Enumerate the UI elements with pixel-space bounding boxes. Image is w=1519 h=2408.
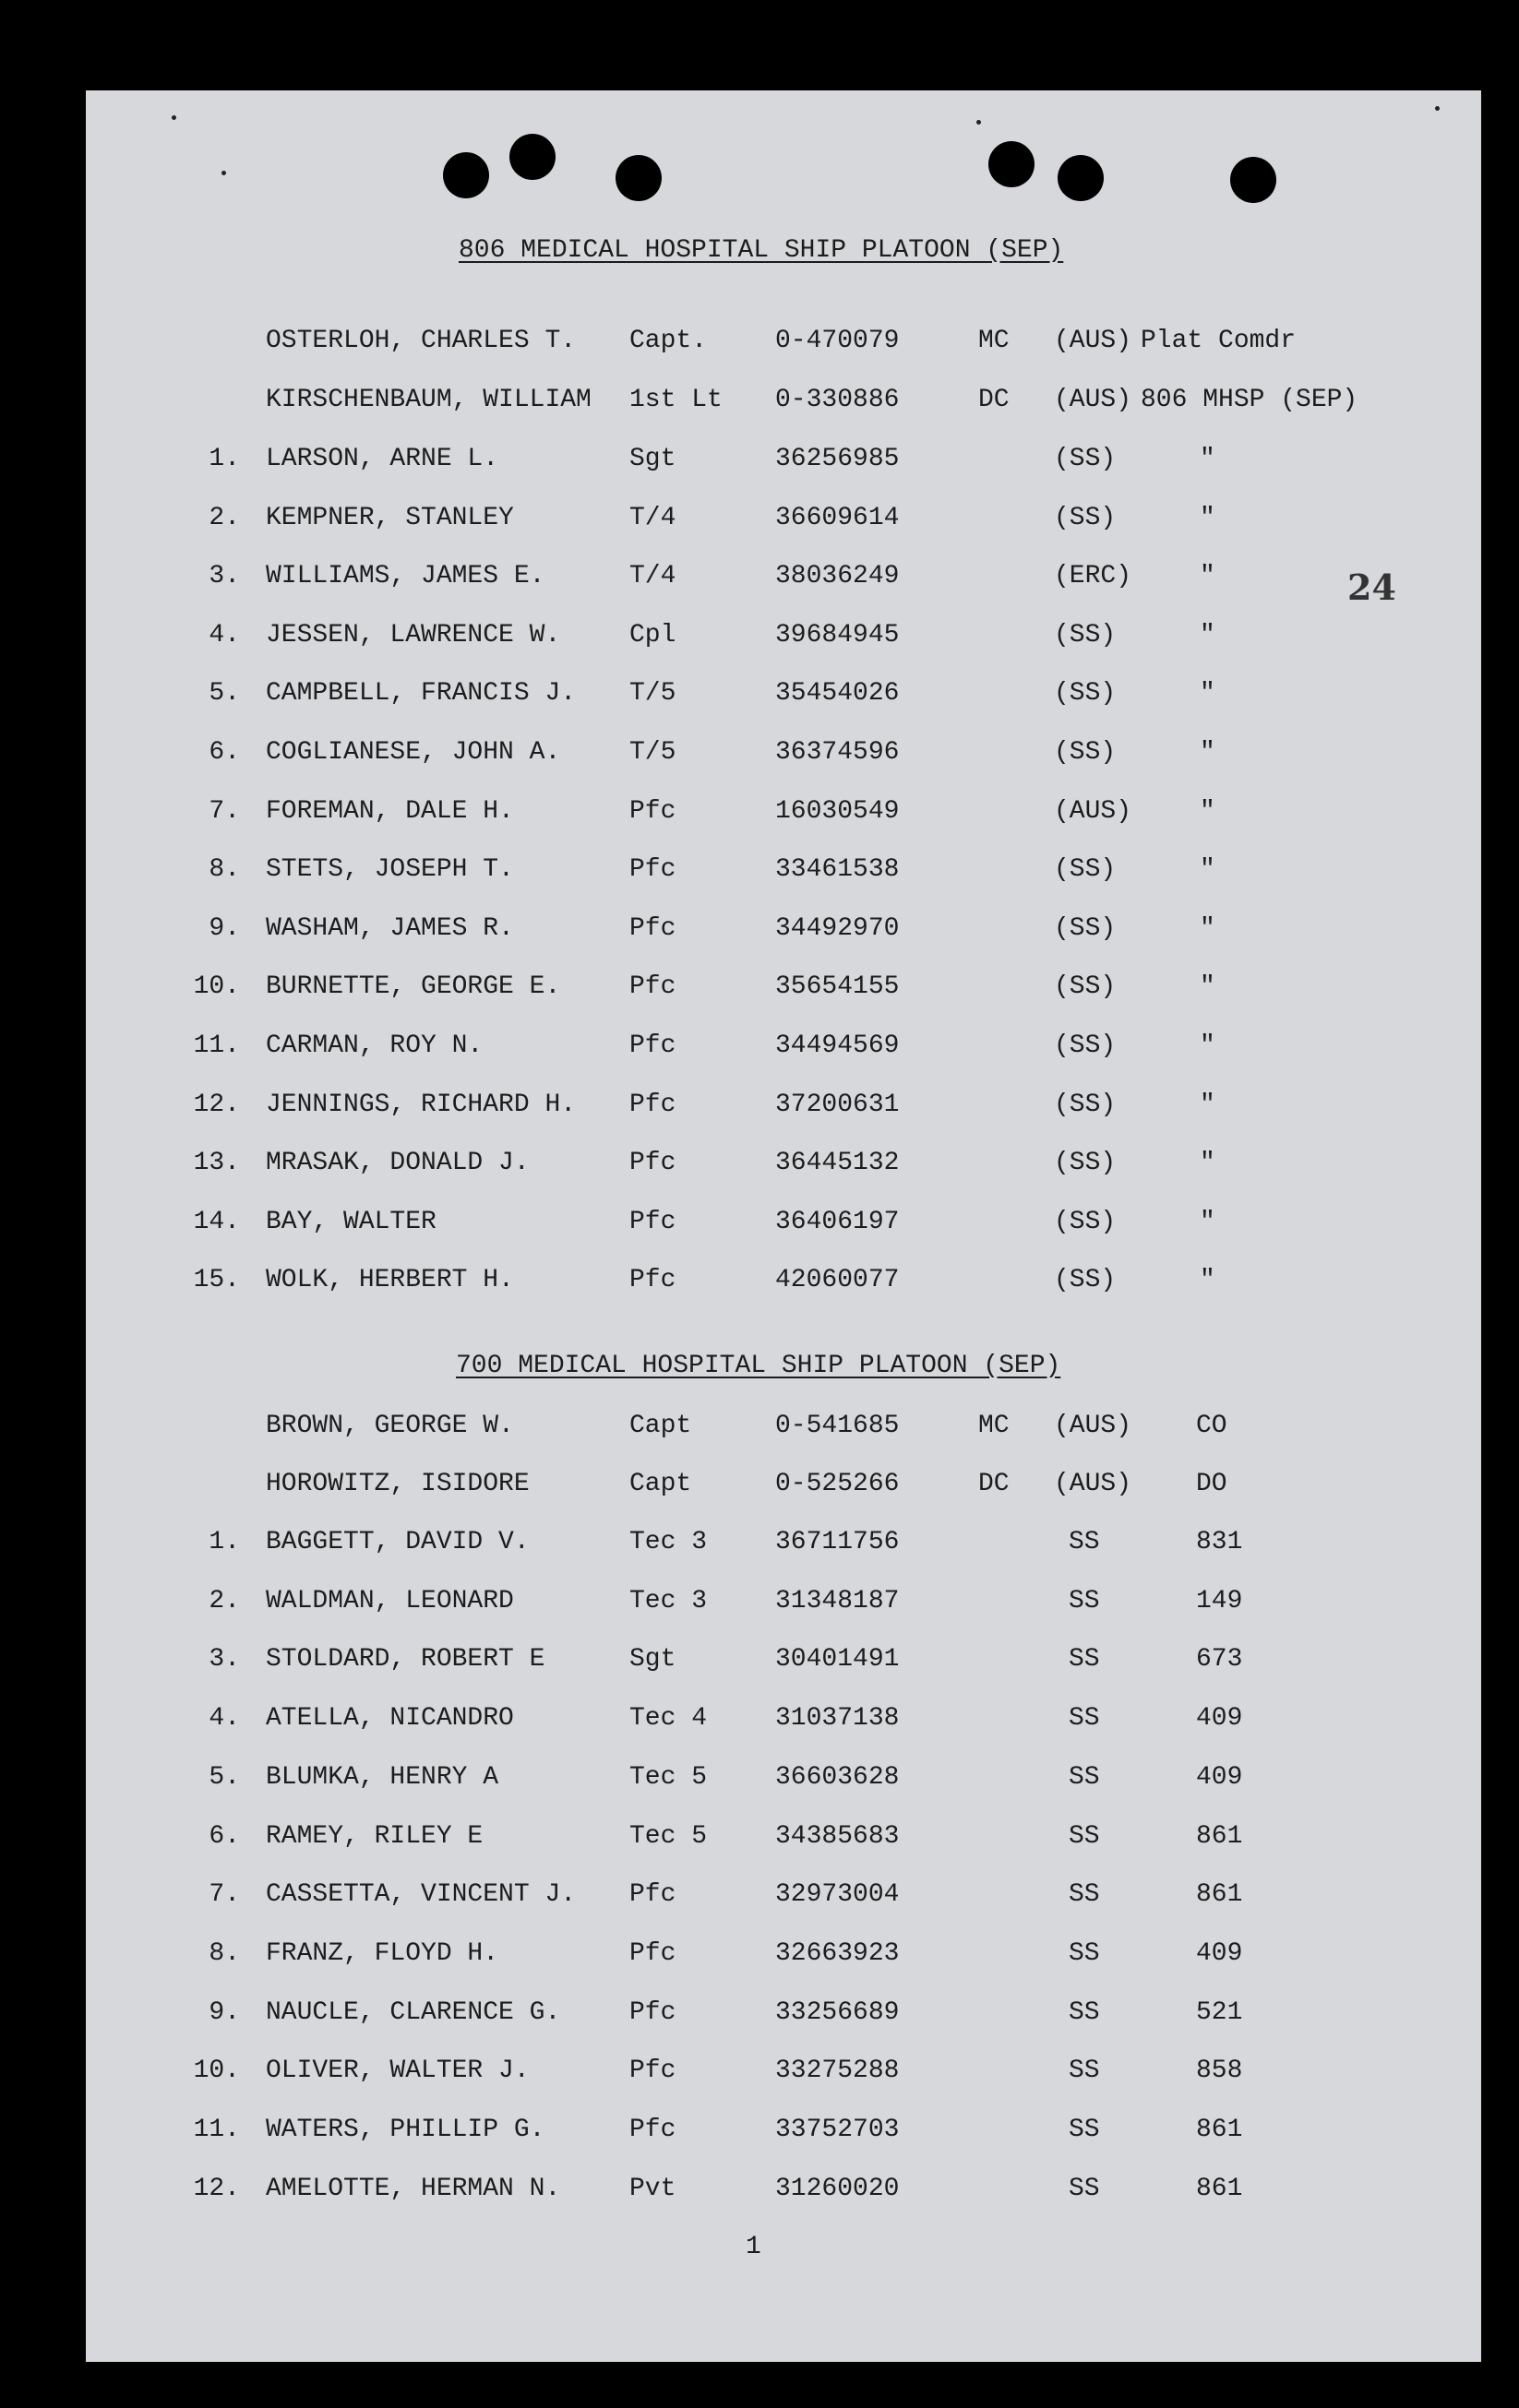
member-name: NAUCLE, CLARENCE G. bbox=[266, 1997, 561, 2027]
row-number: 8. bbox=[209, 1938, 240, 1968]
component: SS bbox=[1069, 1821, 1100, 1851]
row-number: 11. bbox=[193, 2116, 240, 2144]
component: (AUS) bbox=[1054, 327, 1132, 355]
roster-row bbox=[0, 972, 1519, 1009]
member-rank: Pfc bbox=[629, 1938, 676, 1968]
serial-number: 35654155 bbox=[775, 972, 900, 1002]
member-rank: Tec 3 bbox=[629, 1586, 708, 1615]
roster-row bbox=[0, 1470, 1519, 1507]
component: (SS) bbox=[1054, 913, 1117, 943]
ditto-mark: " bbox=[1200, 445, 1215, 473]
roster-row bbox=[0, 1266, 1519, 1303]
row-number: 13. bbox=[193, 1149, 240, 1178]
roster-row bbox=[0, 2116, 1519, 2152]
serial-number: 39684945 bbox=[775, 620, 900, 650]
member-rank: Sgt bbox=[629, 445, 676, 473]
serial-number: 31348187 bbox=[775, 1586, 900, 1615]
margin-number: 24 bbox=[1347, 566, 1396, 608]
roster-row bbox=[0, 1763, 1519, 1800]
ditto-mark: " bbox=[1200, 503, 1215, 532]
spec-code: 861 bbox=[1196, 1821, 1243, 1851]
roster-row bbox=[0, 562, 1519, 599]
row-number: 11. bbox=[193, 1031, 240, 1060]
row-number: 8. bbox=[209, 855, 240, 885]
serial-number: 32663923 bbox=[775, 1938, 900, 1968]
member-rank: T/4 bbox=[629, 562, 676, 591]
serial-number: 33275288 bbox=[775, 2056, 900, 2086]
component: (SS) bbox=[1054, 1266, 1117, 1295]
serial-number: 32973004 bbox=[775, 1880, 900, 1910]
spec-code: 861 bbox=[1196, 2116, 1243, 2144]
serial-number: 0-541685 bbox=[775, 1412, 900, 1440]
punch-hole bbox=[1058, 155, 1104, 201]
member-rank: Pfc bbox=[629, 1149, 676, 1178]
member-name: WOLK, HERBERT H. bbox=[266, 1266, 514, 1295]
serial-number: 36445132 bbox=[775, 1149, 900, 1178]
component: SS bbox=[1069, 1762, 1100, 1792]
punch-hole bbox=[509, 134, 556, 180]
row-number: 4. bbox=[209, 1704, 240, 1734]
component: SS bbox=[1069, 1645, 1100, 1675]
row-number: 5. bbox=[209, 1762, 240, 1792]
assignment-remark: 806 MHSP (SEP) bbox=[1141, 386, 1358, 414]
member-name: CAMPBELL, FRANCIS J. bbox=[266, 679, 577, 709]
assignment-remark: Plat Comdr bbox=[1141, 327, 1297, 355]
roster-row bbox=[0, 738, 1519, 775]
component: (SS) bbox=[1054, 1031, 1117, 1060]
serial-number: 37200631 bbox=[775, 1090, 900, 1119]
roster-row bbox=[0, 386, 1519, 423]
roster-row bbox=[0, 1091, 1519, 1127]
component: (SS) bbox=[1054, 445, 1117, 473]
row-number: 12. bbox=[193, 2174, 240, 2203]
member-rank: Pfc bbox=[629, 2056, 676, 2086]
member-rank: T/4 bbox=[629, 503, 676, 532]
component: SS bbox=[1069, 2056, 1100, 2086]
member-rank: Pfc bbox=[629, 1207, 676, 1236]
ditto-mark: " bbox=[1200, 1090, 1215, 1119]
member-name: FOREMAN, DALE H. bbox=[266, 796, 514, 826]
member-name: MRASAK, DONALD J. bbox=[266, 1149, 530, 1178]
member-name: KIRSCHENBAUM, WILLIAM bbox=[266, 386, 592, 414]
row-number: 10. bbox=[193, 2056, 240, 2086]
member-rank: Tec 5 bbox=[629, 1821, 708, 1851]
member-name: ATELLA, NICANDRO bbox=[266, 1704, 514, 1734]
spec-code: 409 bbox=[1196, 1704, 1243, 1734]
ditto-mark: " bbox=[1200, 855, 1215, 885]
punch-hole bbox=[1230, 157, 1276, 203]
serial-number: 0-470079 bbox=[775, 327, 900, 355]
ditto-mark: " bbox=[1200, 913, 1215, 943]
member-rank: Sgt bbox=[629, 1645, 676, 1675]
roster-row bbox=[0, 1939, 1519, 1976]
serial-number: 33461538 bbox=[775, 855, 900, 885]
member-name: BAGGETT, DAVID V. bbox=[266, 1528, 530, 1556]
roster-row bbox=[0, 914, 1519, 951]
ditto-mark: " bbox=[1200, 620, 1215, 650]
serial-number: 36374596 bbox=[775, 738, 900, 767]
row-number: 7. bbox=[209, 796, 240, 826]
serial-number: 36406197 bbox=[775, 1207, 900, 1236]
row-number: 3. bbox=[209, 562, 240, 591]
paper-speck bbox=[221, 171, 226, 175]
row-number: 9. bbox=[209, 913, 240, 943]
row-number: 1. bbox=[209, 445, 240, 473]
row-number: 6. bbox=[209, 1821, 240, 1851]
member-name: BROWN, GEORGE W. bbox=[266, 1412, 514, 1440]
member-rank: Capt bbox=[629, 1470, 692, 1498]
row-number: 2. bbox=[209, 503, 240, 532]
row-number: 4. bbox=[209, 620, 240, 650]
corps: MC bbox=[978, 327, 1010, 355]
roster-row bbox=[0, 327, 1519, 364]
spec-code: 831 bbox=[1196, 1528, 1243, 1556]
member-rank: Tec 5 bbox=[629, 1762, 708, 1792]
serial-number: 34385683 bbox=[775, 1821, 900, 1851]
roster-row bbox=[0, 621, 1519, 658]
member-rank: Tec 4 bbox=[629, 1704, 708, 1734]
member-rank: Capt. bbox=[629, 327, 708, 355]
component: SS bbox=[1069, 1586, 1100, 1615]
row-number: 6. bbox=[209, 738, 240, 767]
member-name: LARSON, ARNE L. bbox=[266, 445, 499, 473]
section-title-806: 806 MEDICAL HOSPITAL SHIP PLATOON (SEP) bbox=[459, 236, 1064, 265]
row-number: 1. bbox=[209, 1528, 240, 1556]
component: (AUS) bbox=[1054, 1470, 1132, 1498]
member-rank: Pfc bbox=[629, 1031, 676, 1060]
serial-number: 30401491 bbox=[775, 1645, 900, 1675]
ditto-mark: " bbox=[1200, 1031, 1215, 1060]
member-rank: T/5 bbox=[629, 679, 676, 709]
page-number: 1 bbox=[746, 2233, 761, 2261]
component: (ERC) bbox=[1054, 562, 1132, 591]
roster-row bbox=[0, 1412, 1519, 1448]
roster-row bbox=[0, 445, 1519, 482]
member-rank: Pfc bbox=[629, 2116, 676, 2144]
paper-speck bbox=[976, 120, 981, 125]
component: SS bbox=[1069, 2174, 1100, 2203]
row-number: 10. bbox=[193, 972, 240, 1002]
serial-number: 33256689 bbox=[775, 1997, 900, 2027]
component: (SS) bbox=[1054, 855, 1117, 885]
member-rank: T/5 bbox=[629, 738, 676, 767]
component: (AUS) bbox=[1054, 386, 1132, 414]
assignment-remark: DO bbox=[1196, 1470, 1227, 1498]
serial-number: 42060077 bbox=[775, 1266, 900, 1295]
component: (AUS) bbox=[1054, 796, 1132, 826]
serial-number: 0-525266 bbox=[775, 1470, 900, 1498]
roster-row bbox=[0, 1149, 1519, 1186]
serial-number: 0-330886 bbox=[775, 386, 900, 414]
roster-row bbox=[0, 1587, 1519, 1624]
serial-number: 36711756 bbox=[775, 1528, 900, 1556]
member-rank: Capt bbox=[629, 1412, 692, 1440]
punch-hole bbox=[988, 141, 1035, 187]
ditto-mark: " bbox=[1200, 972, 1215, 1002]
member-name: JESSEN, LAWRENCE W. bbox=[266, 620, 561, 650]
roster-row bbox=[0, 1208, 1519, 1245]
serial-number: 36609614 bbox=[775, 503, 900, 532]
ditto-mark: " bbox=[1200, 1266, 1215, 1295]
serial-number: 35454026 bbox=[775, 679, 900, 709]
roster-row bbox=[0, 504, 1519, 541]
member-name: BAY, WALTER bbox=[266, 1207, 437, 1236]
component: (SS) bbox=[1054, 679, 1117, 709]
member-name: OLIVER, WALTER J. bbox=[266, 2056, 530, 2086]
member-name: RAMEY, RILEY E bbox=[266, 1821, 484, 1851]
spec-code: 149 bbox=[1196, 1586, 1243, 1615]
member-name: HOROWITZ, ISIDORE bbox=[266, 1470, 530, 1498]
member-name: STETS, JOSEPH T. bbox=[266, 855, 514, 885]
member-rank: Tec 3 bbox=[629, 1528, 708, 1556]
row-number: 2. bbox=[209, 1586, 240, 1615]
member-rank: Pfc bbox=[629, 1997, 676, 2027]
spec-code: 858 bbox=[1196, 2056, 1243, 2086]
serial-number: 38036249 bbox=[775, 562, 900, 591]
roster-row bbox=[0, 1822, 1519, 1859]
serial-number: 31037138 bbox=[775, 1704, 900, 1734]
serial-number: 36603628 bbox=[775, 1762, 900, 1792]
assignment-remark: CO bbox=[1196, 1412, 1227, 1440]
serial-number: 34494569 bbox=[775, 1031, 900, 1060]
spec-code: 409 bbox=[1196, 1938, 1243, 1968]
member-name: BLUMKA, HENRY A bbox=[266, 1762, 499, 1792]
component: SS bbox=[1069, 1938, 1100, 1968]
roster-row bbox=[0, 2175, 1519, 2211]
roster-row bbox=[0, 1528, 1519, 1565]
ditto-mark: " bbox=[1200, 738, 1215, 767]
member-name: FRANZ, FLOYD H. bbox=[266, 1938, 499, 1968]
ditto-mark: " bbox=[1200, 562, 1215, 591]
roster-row bbox=[0, 679, 1519, 716]
serial-number: 33752703 bbox=[775, 2116, 900, 2144]
member-name: WILLIAMS, JAMES E. bbox=[266, 562, 545, 591]
section-title-700: 700 MEDICAL HOSPITAL SHIP PLATOON (SEP) bbox=[456, 1352, 1061, 1380]
roster-row bbox=[0, 1998, 1519, 2035]
punch-hole bbox=[443, 152, 489, 198]
spec-code: 861 bbox=[1196, 1880, 1243, 1910]
component: (SS) bbox=[1054, 503, 1117, 532]
paper-speck bbox=[172, 115, 176, 120]
corps: MC bbox=[978, 1412, 1010, 1440]
roster-row bbox=[0, 1880, 1519, 1917]
member-rank: Pfc bbox=[629, 913, 676, 943]
paper-speck bbox=[1435, 106, 1440, 111]
row-number: 12. bbox=[193, 1090, 240, 1119]
component: (SS) bbox=[1054, 1207, 1117, 1236]
row-number: 7. bbox=[209, 1880, 240, 1910]
corps: DC bbox=[978, 1470, 1010, 1498]
member-rank: Pfc bbox=[629, 1266, 676, 1295]
component: SS bbox=[1069, 1997, 1100, 2027]
roster-row bbox=[0, 2056, 1519, 2093]
ditto-mark: " bbox=[1200, 679, 1215, 709]
roster-row bbox=[0, 855, 1519, 892]
member-name: STOLDARD, ROBERT E bbox=[266, 1645, 545, 1675]
roster-row bbox=[0, 1704, 1519, 1741]
member-rank: Pfc bbox=[629, 796, 676, 826]
ditto-mark: " bbox=[1200, 796, 1215, 826]
component: (SS) bbox=[1054, 620, 1117, 650]
component: (AUS) bbox=[1054, 1412, 1132, 1440]
serial-number: 31260020 bbox=[775, 2174, 900, 2203]
serial-number: 36256985 bbox=[775, 445, 900, 473]
member-rank: Pfc bbox=[629, 972, 676, 1002]
serial-number: 16030549 bbox=[775, 796, 900, 826]
member-rank: Pvt bbox=[629, 2174, 676, 2203]
row-number: 15. bbox=[193, 1266, 240, 1295]
component: SS bbox=[1069, 1880, 1100, 1910]
spec-code: 861 bbox=[1196, 2174, 1243, 2203]
member-name: WALDMAN, LEONARD bbox=[266, 1586, 514, 1615]
roster-row bbox=[0, 797, 1519, 834]
component: (SS) bbox=[1054, 738, 1117, 767]
member-name: KEMPNER, STANLEY bbox=[266, 503, 514, 532]
serial-number: 34492970 bbox=[775, 913, 900, 943]
member-name: WATERS, PHILLIP G. bbox=[266, 2116, 545, 2144]
spec-code: 409 bbox=[1196, 1762, 1243, 1792]
member-name: JENNINGS, RICHARD H. bbox=[266, 1090, 577, 1119]
component: (SS) bbox=[1054, 972, 1117, 1002]
roster-row bbox=[0, 1645, 1519, 1682]
member-name: COGLIANESE, JOHN A. bbox=[266, 738, 561, 767]
spec-code: 521 bbox=[1196, 1997, 1243, 2027]
component: SS bbox=[1069, 1704, 1100, 1734]
member-name: CASSETTA, VINCENT J. bbox=[266, 1880, 577, 1910]
member-rank: Pfc bbox=[629, 855, 676, 885]
member-name: AMELOTTE, HERMAN N. bbox=[266, 2174, 561, 2203]
row-number: 14. bbox=[193, 1207, 240, 1236]
component: (SS) bbox=[1054, 1149, 1117, 1178]
ditto-mark: " bbox=[1200, 1207, 1215, 1236]
member-rank: 1st Lt bbox=[629, 386, 723, 414]
ditto-mark: " bbox=[1200, 1149, 1215, 1178]
spec-code: 673 bbox=[1196, 1645, 1243, 1675]
component: SS bbox=[1069, 1528, 1100, 1556]
member-rank: Pfc bbox=[629, 1880, 676, 1910]
roster-row bbox=[0, 1031, 1519, 1068]
row-number: 9. bbox=[209, 1997, 240, 2027]
member-name: CARMAN, ROY N. bbox=[266, 1031, 484, 1060]
component: SS bbox=[1069, 2116, 1100, 2144]
member-name: BURNETTE, GEORGE E. bbox=[266, 972, 561, 1002]
member-name: WASHAM, JAMES R. bbox=[266, 913, 514, 943]
row-number: 3. bbox=[209, 1645, 240, 1675]
corps: DC bbox=[978, 386, 1010, 414]
member-rank: Cpl bbox=[629, 620, 676, 650]
member-rank: Pfc bbox=[629, 1090, 676, 1119]
member-name: OSTERLOH, CHARLES T. bbox=[266, 327, 577, 355]
punch-hole bbox=[616, 155, 662, 201]
component: (SS) bbox=[1054, 1090, 1117, 1119]
row-number: 5. bbox=[209, 679, 240, 709]
